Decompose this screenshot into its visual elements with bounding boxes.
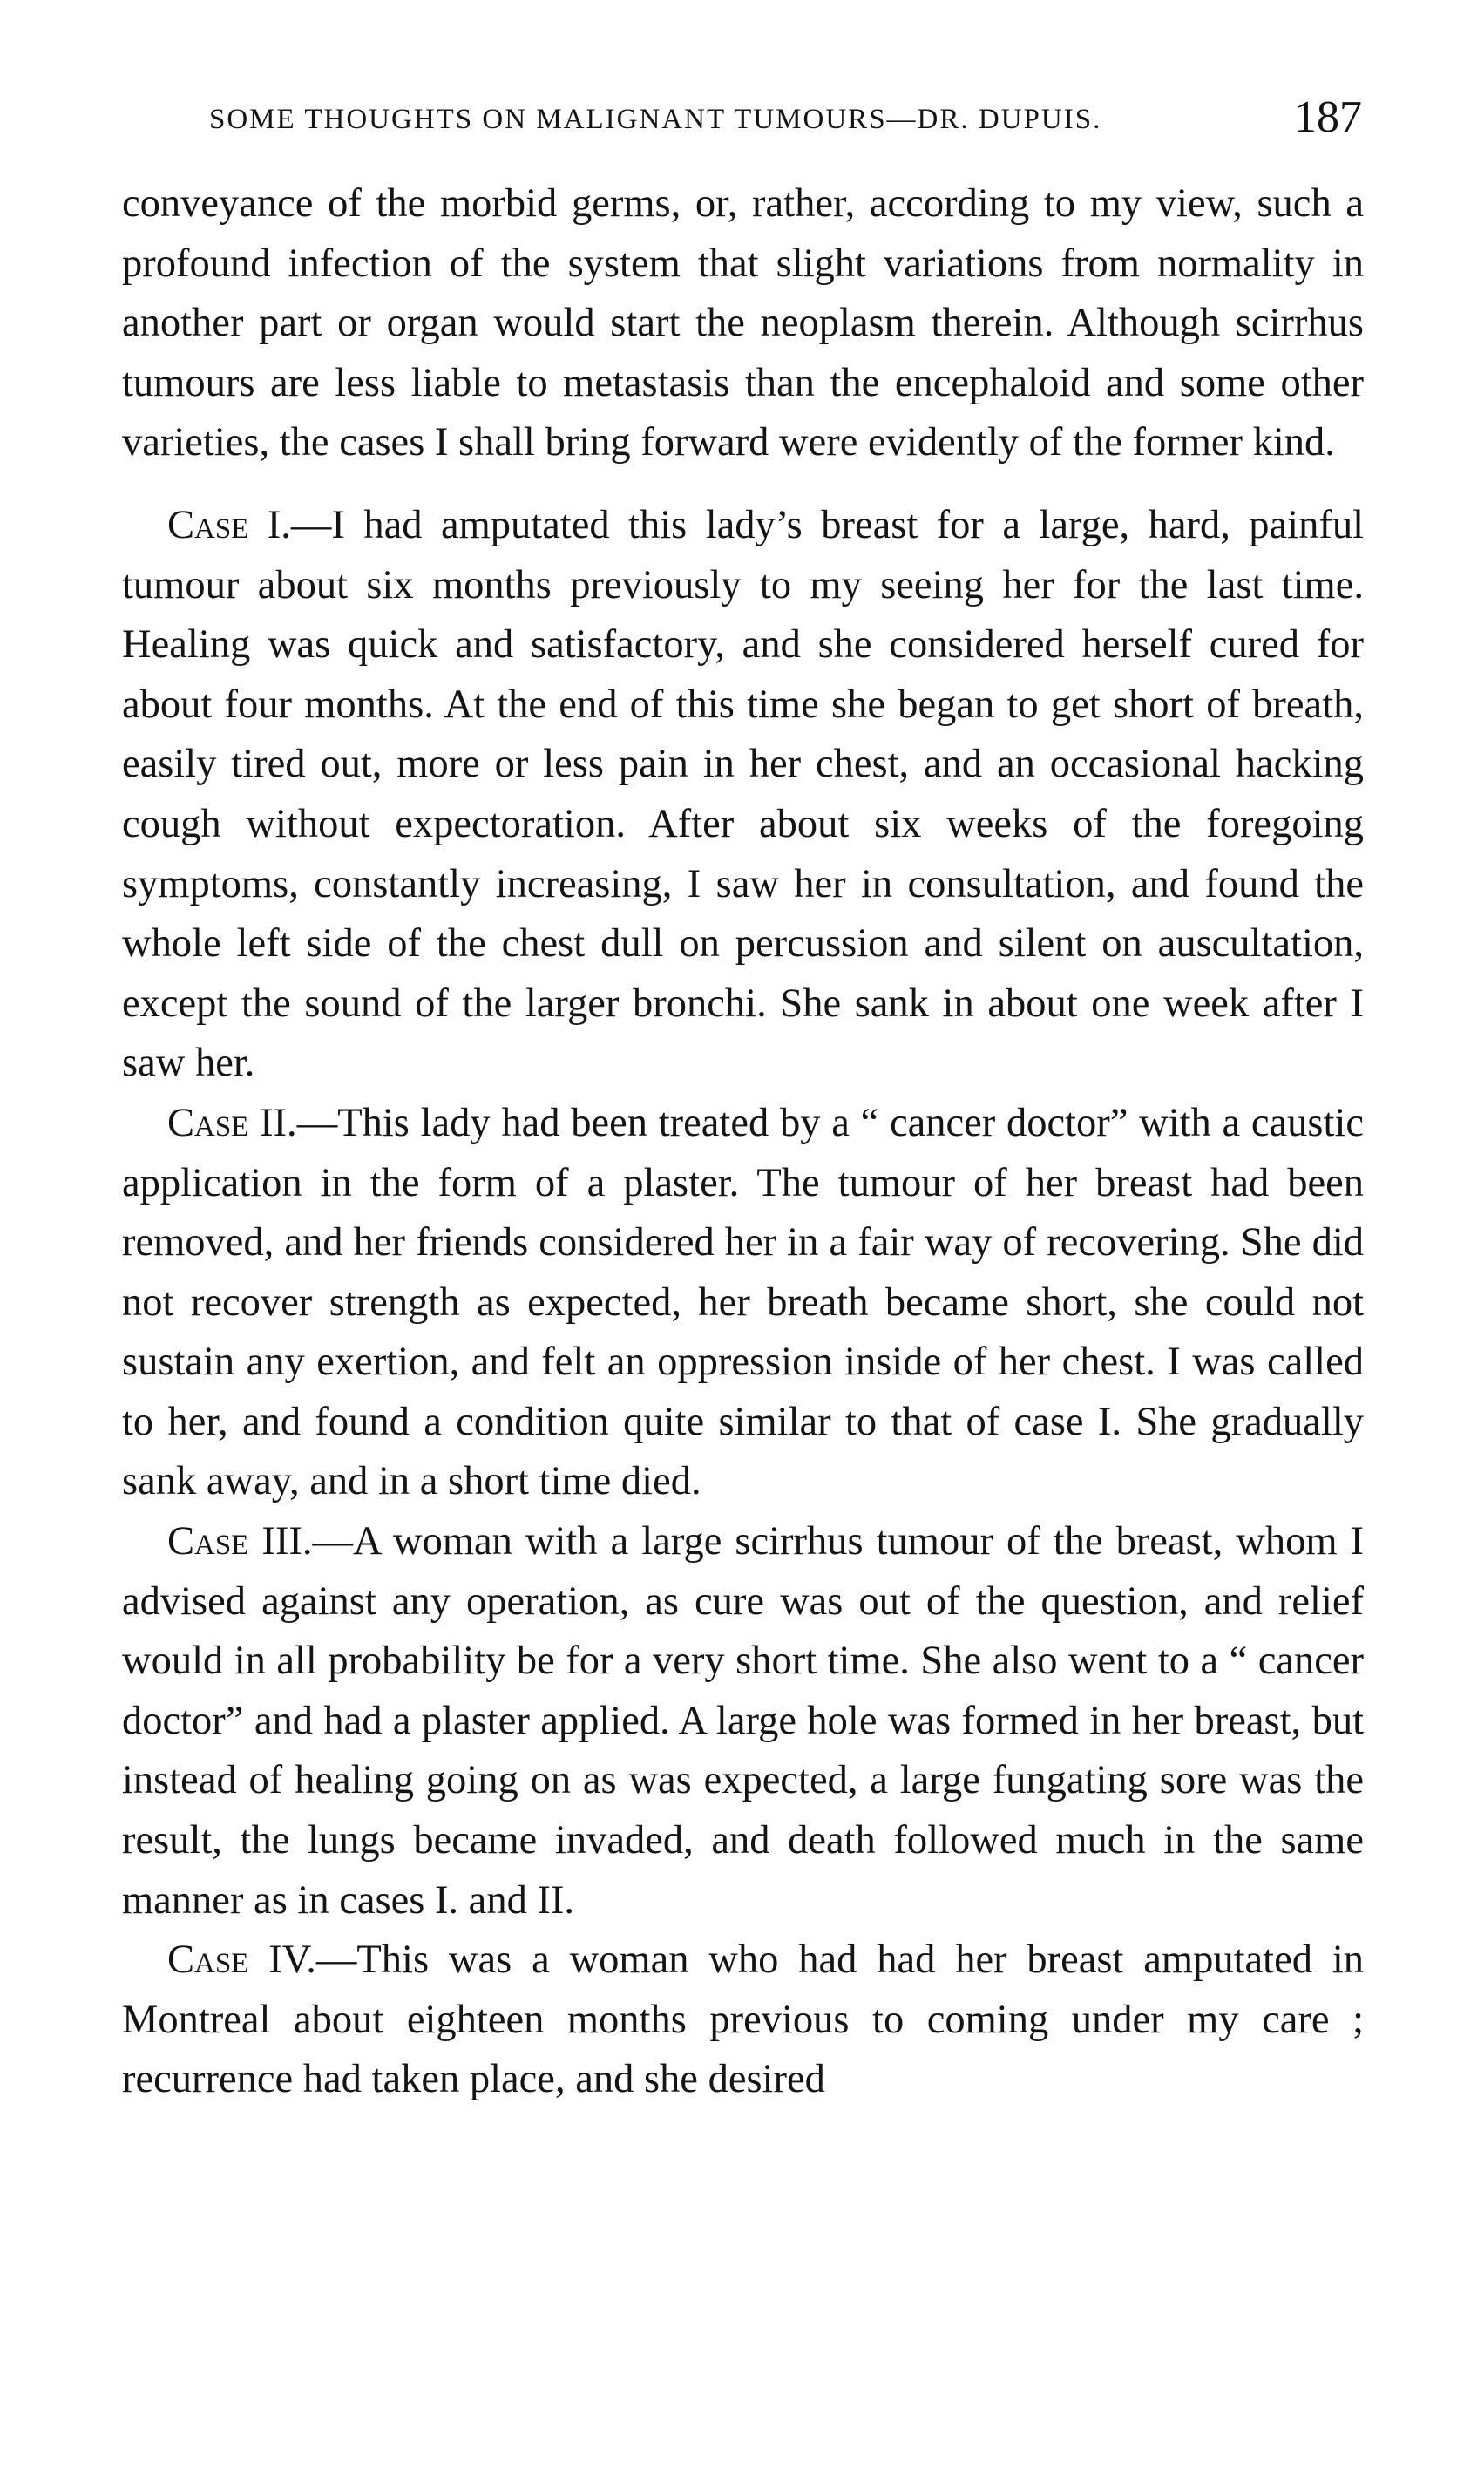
paragraph-text: —I had amputated this lady’s breast for a large, hard, painful tumour about six months previously to my seeing her for the last time. Healing was quick and satisfactory, and she considered herself cured for about four months. At the end of this time she began to get short of breath, easily tired out, more or less pain in her chest, and an occasional hacking cough without expectoration. After about six weeks of the foregoing symptoms, constantly increasing, I saw her in consultation, and found the whole left side of the chest dull on percussion and silent on auscultation, except the sound of the larger bronchi. She sank in about one week after I saw her. (122, 502, 1365, 1086)
paragraph-continuation (122, 174, 1364, 473)
paragraph-case-2 (122, 1094, 1364, 1512)
paragraph-text: —A woman with a large scirrhus tumour of the breast, whom I advised against any operation, as cure was out of the question, and relief would in all probability be for a very short time. She also went to a “ cancer doctor” and had a plaster applied. A large hole was formed in her breast, but instead of healing going on as was expected, a large fungating sore was the result, the lungs became invaded, and death followed much in the same manner as in cases I. and II. (122, 1519, 1365, 1923)
paragraph-case-3 (122, 1512, 1364, 1931)
page-number: 187 (1294, 92, 1362, 142)
case-label: Case I. (167, 502, 291, 547)
paragraph-text: conveyance of the morbid germs, or, rather, according to my view, such a profound infection of the system that slight variations from normality in another part or organ would start the neoplasm therein. Although scirrhus tumours are less liable to metastasis than the encephaloid and some other varieties, the cases I shall bring forward were evidently of the former kind. (122, 181, 1364, 465)
paragraph-case-1 (122, 496, 1364, 1094)
paragraph-text: —This lady had been treated by a “ cancer doctor” with a caustic application in the form of a plaster. The tumour of her breast had been removed, and her friends considered her in a fair way of recovering. She did not recover strength as expected, her breath became short, she could not sustain any exertion, and felt an oppression inside of her chest. I was called to her, and found a condition quite similar to that of case I. She gradually sank away, and in a short time died. (122, 1100, 1365, 1504)
case-label: Case III. (167, 1519, 313, 1564)
running-title: SOME THOUGHTS ON MALIGNANT TUMOURS—DR. DUPUIS. (209, 104, 1102, 135)
paragraph-case-4 (122, 1931, 1364, 2110)
body-text (122, 174, 1364, 2110)
paragraph-text: —This was a woman who had had her breast amputated in Montreal about eighteen months previous to coming under my care ; recurrence had taken place, and she desired (122, 1937, 1364, 2102)
case-label: Case IV. (167, 1937, 316, 1983)
running-head (122, 92, 1362, 144)
case-label: Case II. (167, 1100, 297, 1145)
